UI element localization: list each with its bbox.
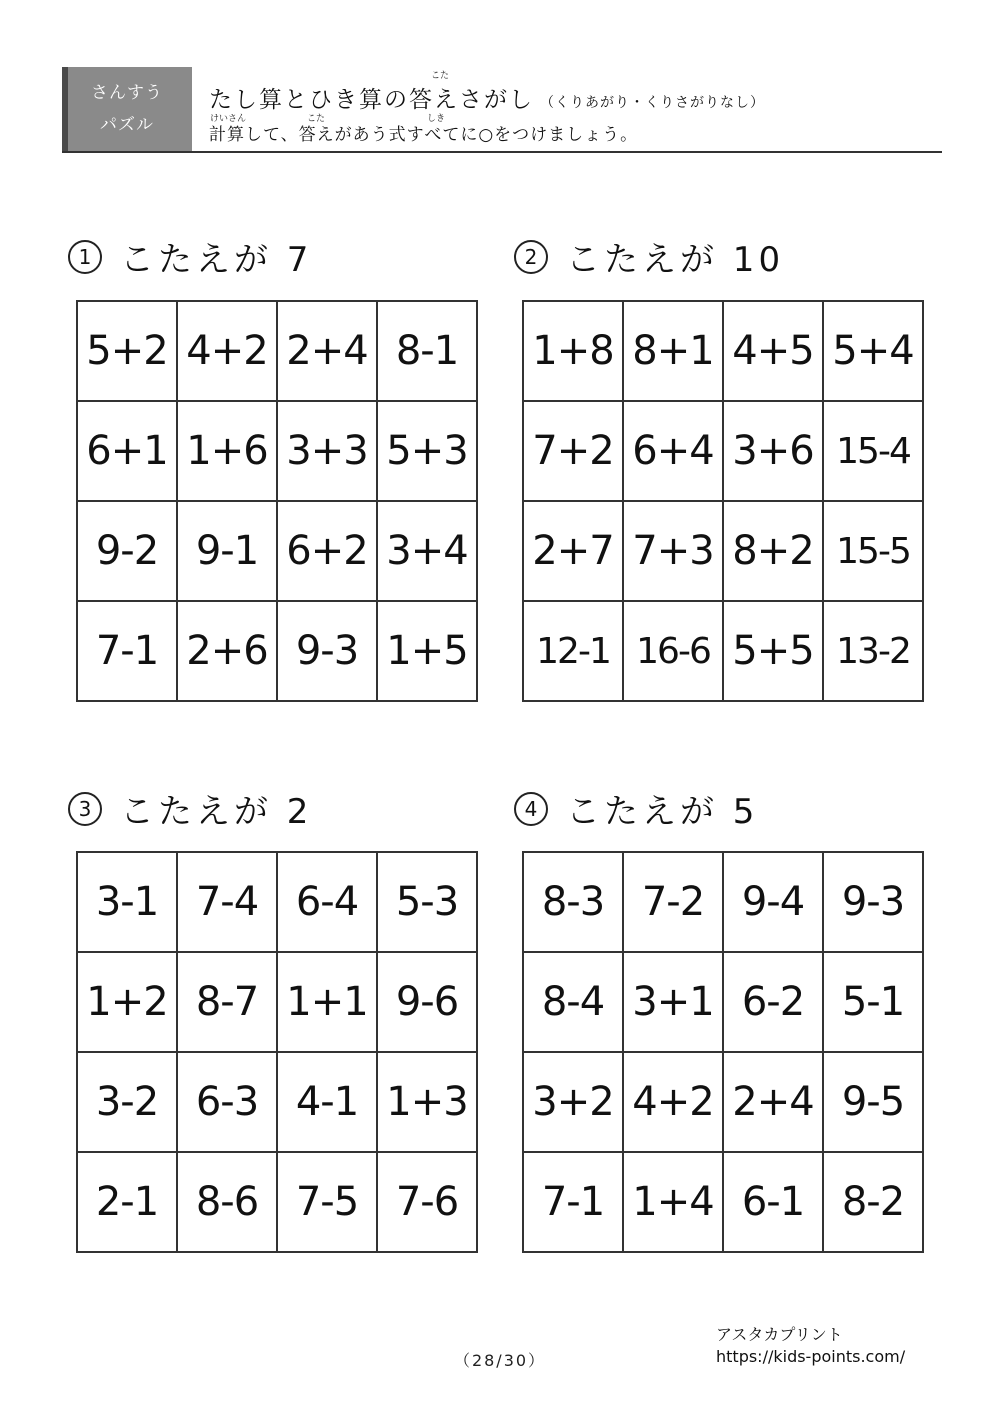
equation-cell[interactable]: 9-6 bbox=[378, 953, 478, 1053]
equation-cell[interactable]: 1+8 bbox=[524, 302, 624, 402]
puzzle-3-title bbox=[68, 784, 312, 833]
equation-cell[interactable]: 4+5 bbox=[724, 302, 824, 402]
equation-cell[interactable]: 16-6 bbox=[624, 602, 724, 702]
equation-cell[interactable]: 3+1 bbox=[624, 953, 724, 1053]
equation-cell[interactable]: 9-3 bbox=[824, 853, 924, 953]
equation-cell[interactable]: 9-1 bbox=[178, 502, 278, 602]
puzzle-number-badge: 3 bbox=[68, 792, 102, 826]
equation-cell[interactable]: 3-1 bbox=[78, 853, 178, 953]
puzzle-number-badge: 4 bbox=[514, 792, 548, 826]
title-note: （くりあがり・くりさがりなし） bbox=[540, 95, 765, 111]
equation-cell[interactable]: 7+3 bbox=[624, 502, 724, 602]
equation-cell[interactable]: 1+6 bbox=[178, 402, 278, 502]
equation-cell[interactable]: 5+2 bbox=[78, 302, 178, 402]
category-badge bbox=[62, 67, 192, 151]
equation-cell[interactable]: 8-2 bbox=[824, 1153, 924, 1253]
equation-cell[interactable]: 6+1 bbox=[78, 402, 178, 502]
equation-cell[interactable]: 7-1 bbox=[78, 602, 178, 702]
equation-cell[interactable]: 2+7 bbox=[524, 502, 624, 602]
equation-cell[interactable]: 8-7 bbox=[178, 953, 278, 1053]
equation-cell[interactable]: 6-2 bbox=[724, 953, 824, 1053]
equation-cell[interactable]: 3+2 bbox=[524, 1053, 624, 1153]
equation-cell[interactable]: 5-1 bbox=[824, 953, 924, 1053]
equation-cell[interactable]: 5+4 bbox=[824, 302, 924, 402]
equation-cell[interactable]: 2+6 bbox=[178, 602, 278, 702]
equation-cell[interactable]: 3-2 bbox=[78, 1053, 178, 1153]
equation-cell[interactable]: 13-2 bbox=[824, 602, 924, 702]
equation-cell[interactable]: 1+1 bbox=[278, 953, 378, 1053]
badge-line-1: さんすう bbox=[91, 83, 163, 103]
equation-cell[interactable]: 7-4 bbox=[178, 853, 278, 953]
equation-cell[interactable]: 4-1 bbox=[278, 1053, 378, 1153]
puzzle-4-grid bbox=[522, 851, 924, 1253]
brand-name: アスタカプリント bbox=[716, 1325, 843, 1344]
equation-cell[interactable]: 6+4 bbox=[624, 402, 724, 502]
equation-cell[interactable]: 4+2 bbox=[624, 1053, 724, 1153]
equation-cell[interactable]: 3+4 bbox=[378, 502, 478, 602]
puzzle-1-title bbox=[68, 232, 312, 281]
equation-cell[interactable]: 3+6 bbox=[724, 402, 824, 502]
equation-cell[interactable]: 3+3 bbox=[278, 402, 378, 502]
equation-cell[interactable]: 1+5 bbox=[378, 602, 478, 702]
equation-cell[interactable]: 9-5 bbox=[824, 1053, 924, 1153]
equation-cell[interactable]: 1+3 bbox=[378, 1053, 478, 1153]
equation-cell[interactable]: 9-2 bbox=[78, 502, 178, 602]
puzzle-title-text: こたえが 7 bbox=[120, 240, 313, 280]
equation-cell[interactable]: 8-1 bbox=[378, 302, 478, 402]
equation-cell[interactable]: 7-2 bbox=[624, 853, 724, 953]
equation-cell[interactable]: 6+2 bbox=[278, 502, 378, 602]
equation-cell[interactable]: 2+4 bbox=[724, 1053, 824, 1153]
equation-cell[interactable]: 6-4 bbox=[278, 853, 378, 953]
puzzle-number-badge: 2 bbox=[514, 240, 548, 274]
puzzle-4-title bbox=[514, 784, 758, 833]
equation-cell[interactable]: 6-1 bbox=[724, 1153, 824, 1253]
equation-cell[interactable]: 9-4 bbox=[724, 853, 824, 953]
equation-cell[interactable]: 1+2 bbox=[78, 953, 178, 1053]
title-ruby: こた bbox=[431, 71, 450, 81]
title-area bbox=[209, 67, 942, 151]
page-number: （28/30） bbox=[453, 1351, 547, 1370]
puzzle-2-grid bbox=[522, 300, 924, 702]
subtitle-ruby-shiki: しき bbox=[427, 114, 446, 124]
puzzle-2-title bbox=[514, 232, 784, 281]
equation-cell[interactable]: 2+4 bbox=[278, 302, 378, 402]
title-text: たし算とひき算の答えさがし bbox=[209, 87, 534, 113]
equation-cell[interactable]: 1+4 bbox=[624, 1153, 724, 1253]
equation-cell[interactable]: 7-6 bbox=[378, 1153, 478, 1253]
equation-cell[interactable]: 8+2 bbox=[724, 502, 824, 602]
worksheet-title bbox=[209, 81, 765, 114]
equation-cell[interactable]: 9-3 bbox=[278, 602, 378, 702]
equation-cell[interactable]: 15-4 bbox=[824, 402, 924, 502]
subtitle-ruby-keisan: けいさん bbox=[210, 114, 247, 124]
worksheet-header bbox=[62, 67, 942, 153]
equation-cell[interactable]: 8+1 bbox=[624, 302, 724, 402]
equation-cell[interactable]: 5-3 bbox=[378, 853, 478, 953]
credit-block bbox=[716, 1324, 905, 1368]
equation-cell[interactable]: 7-5 bbox=[278, 1153, 378, 1253]
subtitle-ruby-kota: こた bbox=[307, 114, 326, 124]
equation-cell[interactable]: 5+3 bbox=[378, 402, 478, 502]
equation-cell[interactable]: 7+2 bbox=[524, 402, 624, 502]
puzzle-title-text: こたえが 5 bbox=[566, 792, 759, 832]
puzzle-3-grid bbox=[76, 851, 478, 1253]
puzzle-title-text: こたえが 2 bbox=[120, 792, 313, 832]
puzzle-number-badge: 1 bbox=[68, 240, 102, 274]
equation-cell[interactable]: 4+2 bbox=[178, 302, 278, 402]
puzzle-title-text: こたえが 10 bbox=[566, 240, 785, 280]
puzzle-1-grid bbox=[76, 300, 478, 702]
equation-cell[interactable]: 8-4 bbox=[524, 953, 624, 1053]
equation-cell[interactable]: 15-5 bbox=[824, 502, 924, 602]
equation-cell[interactable]: 7-1 bbox=[524, 1153, 624, 1253]
instructions: 計算して、答えがあう式すべてに○をつけましょう。 bbox=[209, 125, 639, 145]
equation-cell[interactable]: 5+5 bbox=[724, 602, 824, 702]
badge-line-2: パズル bbox=[100, 115, 154, 135]
equation-cell[interactable]: 8-6 bbox=[178, 1153, 278, 1253]
equation-cell[interactable]: 2-1 bbox=[78, 1153, 178, 1253]
equation-cell[interactable]: 12-1 bbox=[524, 602, 624, 702]
equation-cell[interactable]: 6-3 bbox=[178, 1053, 278, 1153]
equation-cell[interactable]: 8-3 bbox=[524, 853, 624, 953]
site-url: https://kids-points.com/ bbox=[716, 1347, 906, 1366]
